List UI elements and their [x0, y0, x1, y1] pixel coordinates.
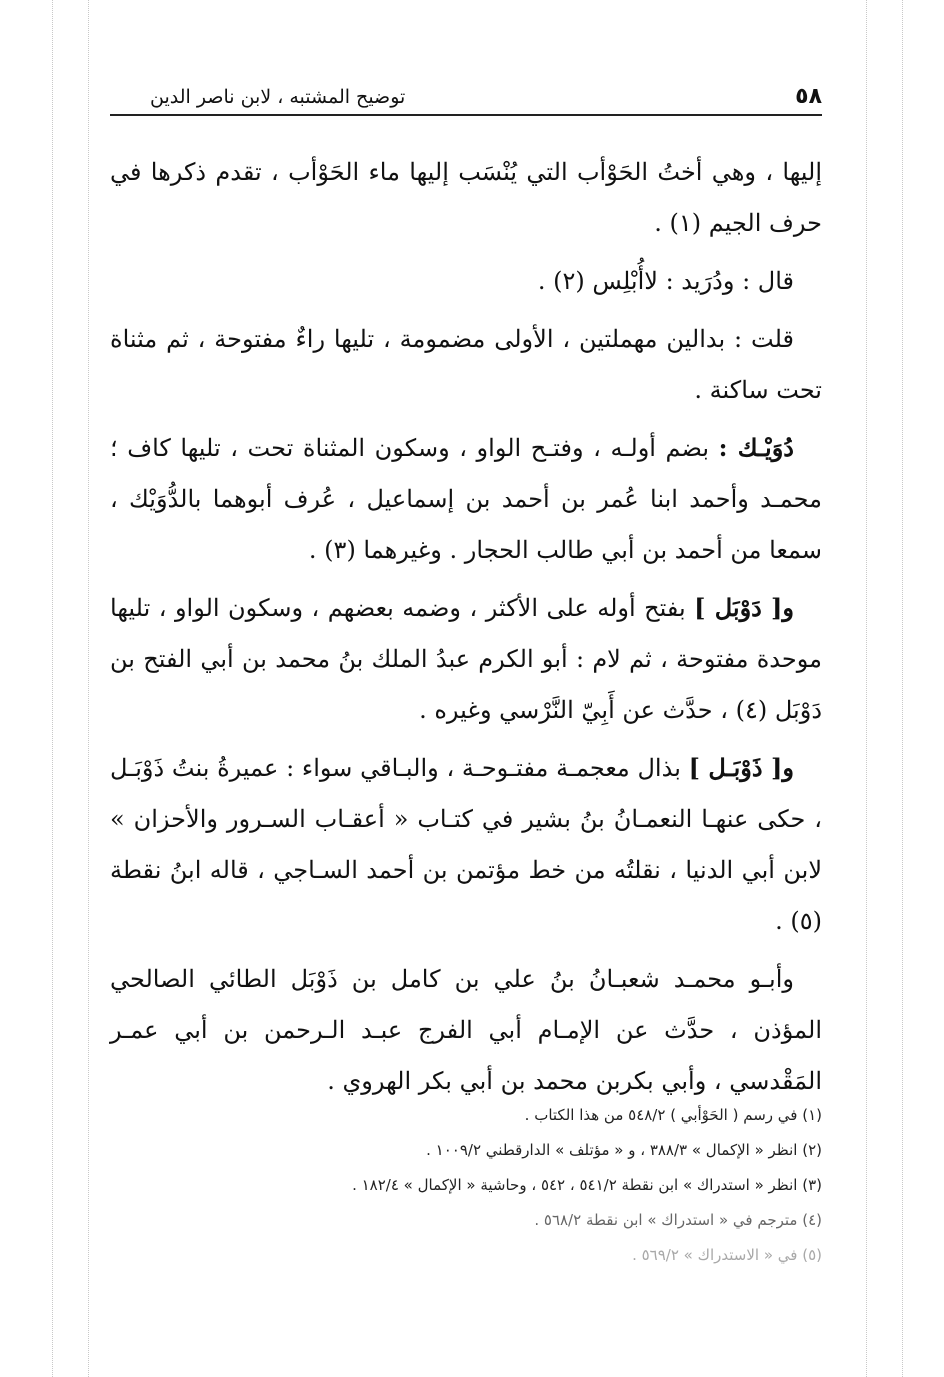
footnotes: [110, 1098, 822, 1273]
scan-dotted-line: [88, 0, 89, 1377]
paragraph-text: بفتح أوله على الأكثر ، وضمه بعضهم ، وسكون الواو ، تليها موحدة مفتوحة ، ثم لام : أبو الكرم عبدُ الملك بنُ محمد بن أبي الفتح بن دَوْبَل (٤) ، حدَّث عن أَبِيّ النَّرْسي وغيره .: [110, 594, 822, 724]
page-number: ٥٨: [795, 84, 822, 109]
running-head: [110, 70, 822, 116]
paragraph-text: وأبـو محمـد شعبـانُ بنُ علي بن كامل بن ذَوْبَل الطائي الصالحي المؤذن ، حدَّث عن الإمـام أبي الفرج عبـد الـرحمن بن أبي عمـر المَقْدسي ، وأبي بكربن محمد بن أبي بكر الهروي .: [110, 965, 822, 1095]
scan-dotted-line: [866, 0, 867, 1377]
body-text: [110, 146, 822, 1107]
paragraph-shaban: [110, 953, 822, 1107]
paragraph-lead: دُوَيْـك :: [718, 433, 794, 462]
paragraph-dhawbal: [110, 742, 822, 947]
paragraph-text: بضم أولـه ، وفتـح الواو ، وسكون المثناة تحت ، تليها كاف ؛ محمـد وأحمد ابنا عُمر بن أحمد بن إسماعيل ، عُرف أبوهما بالدُّوَيْك ، سمعا من أحمد بن أبي طالب الحجار . وغيرهما (٣) .: [110, 434, 822, 564]
footnote-3: (٣) انظر « استدراك » ابن نقطة ٥٤١/٢ ، ٥٤٢ ، وحاشية « الإكمال » ١٨٢/٤ .: [352, 1176, 822, 1194]
scan-dotted-line: [52, 0, 53, 1377]
paragraph-text: قال : ودُرَيد : لاأُبْلِس (٢) .: [537, 267, 794, 295]
footnote-2: (٢) انظر « الإكمال » ٣٨٨/٣ ، و « مؤتلف » الدارقطني ١٠٠٩/٢ .: [426, 1141, 822, 1159]
paragraph-duwayk: [110, 422, 822, 576]
paragraph-dawbal: [110, 582, 822, 736]
running-title: توضيح المشتبه ، لابن ناصر الدين: [150, 86, 406, 108]
paragraph-text: قلت : بدالين مهملتين ، الأولى مضمومة ، تليها راءٌ مفتوحة ، ثم مثناة تحت ساكنة .: [110, 325, 822, 404]
paragraph-qultu: [110, 313, 822, 416]
paragraph-hawab: [110, 146, 822, 249]
scan-dotted-line: [902, 0, 903, 1377]
footnote-5: (٥) في « الاستدراك » ٥٦٩/٢ .: [632, 1246, 822, 1264]
paragraph-text: بذال معجمـة مفتـوحـة ، والبـاقي سواء : عميرةُ بنتُ ذَوْبَـل ، حكى عنهـا النعمـانُ بنُ بشير في كتـاب « أعقـاب السـرور والأحزان » لابن أبي الدنيا ، نقلتُه من خط مؤتمن بن أحمد السـاجي ، قاله ابنُ نقطة (٥) .: [110, 754, 822, 935]
paragraph-text: إليها ، وهي أختُ الحَوْأب التي يُنْسَب إليها ماء الحَوْأب ، تقدم ذكرها في حرف الجيم (١) .: [110, 158, 822, 237]
book-page: [110, 70, 822, 1340]
footnote-4: (٤) مترجم في « استدراك » ابن نقطة ٥٦٨/٢ .: [534, 1211, 822, 1229]
paragraph-durayd: [110, 255, 822, 307]
footnote-1: (١) في رسم ( الحَوْأبي ) ٥٤٨/٢ من هذا الكتاب .: [524, 1106, 822, 1124]
paragraph-lead: و[ دَوْبَل ]: [694, 593, 794, 622]
paragraph-lead: و[ ذَوْبَـل ]: [688, 753, 794, 782]
